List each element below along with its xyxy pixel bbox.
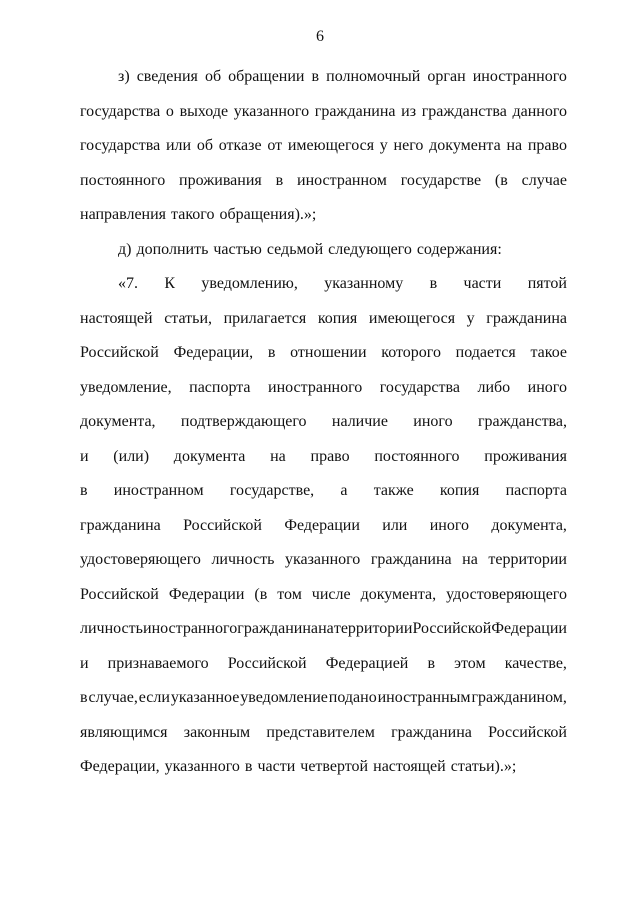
paragraph xyxy=(80,60,567,233)
page-number: 6 xyxy=(316,28,324,45)
text-line: д) дополнить частью седьмой следующего содержания: xyxy=(118,240,502,258)
text-line: уведомление, паспорта иностранного государства либо иного xyxy=(80,378,567,396)
text-line: удостоверяющего личность указанного гражданина на территории xyxy=(80,551,567,568)
text-line: постоянного проживания в иностранном государстве (в случае xyxy=(80,171,567,189)
text-line: документа, подтверждающего наличие иного гражданства, xyxy=(80,413,567,430)
text-line: гражданина Российской Федерации или иного документа, xyxy=(80,516,567,534)
text-line: в иностранном государстве, а также копия паспорта xyxy=(80,482,567,499)
text-line: Российской Федерации (в том числе документа, удостоверяющего xyxy=(80,585,567,603)
text-line: и признаваемого Российской Федерацией в этом качестве, xyxy=(80,654,567,672)
paragraph xyxy=(80,267,567,785)
text-line: в случае, если указанное уведомление подано иностранным гражданином, xyxy=(80,689,567,706)
text-line: з) сведения об обращении в полномочный орган иностранного xyxy=(118,68,567,85)
text-line: настоящей статьи, прилагается копия имеющегося у гражданина xyxy=(80,309,567,327)
text-line: и (или) документа на право постоянного проживания xyxy=(80,447,567,465)
document-body xyxy=(80,60,567,785)
text-line: личность иностранного гражданина на территории Российской Федерации xyxy=(80,620,567,637)
text-line: являющимся законным представителем гражданина Российской xyxy=(80,723,567,741)
text-line: направления такого обращения).»; xyxy=(80,206,317,223)
text-line: Российской Федерации, в отношении которого подается такое xyxy=(80,344,567,361)
text-line: государства или об отказе от имеющегося у него документа на право xyxy=(80,137,567,154)
text-line: государства о выходе указанного гражданина из гражданства данного xyxy=(80,102,567,120)
text-line: Федерации, указанного в части четвертой настоящей статьи).»; xyxy=(80,758,517,775)
text-line: «7. К уведомлению, указанному в части пятой xyxy=(118,275,567,292)
paragraph xyxy=(80,233,567,268)
